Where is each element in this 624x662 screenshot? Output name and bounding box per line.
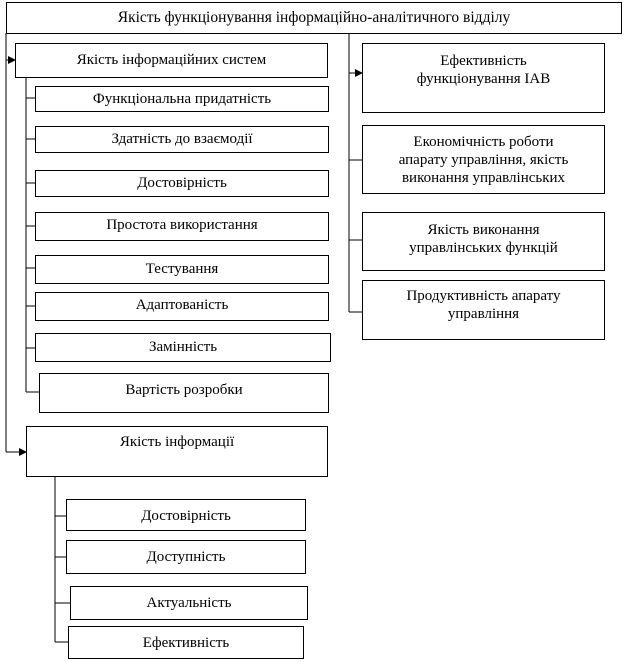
- is-item-box: [35, 86, 329, 112]
- is-item-label: Достовірність: [137, 175, 227, 191]
- is-item-box: [39, 373, 329, 413]
- is-item-box: [35, 170, 329, 197]
- right-item-line: функціонування ІАВ: [416, 71, 551, 87]
- root-title: Якість функціонування інформаційно-аналітичного відділу: [117, 9, 511, 26]
- info-item-label: Достовірність: [141, 508, 231, 524]
- info-item-box: [66, 499, 306, 531]
- is-item-box: [35, 212, 329, 241]
- right-item-line: Продуктивність апарату: [406, 288, 561, 304]
- info-item-label: Актуальність: [146, 595, 232, 611]
- right-item-line: Економічність роботи: [413, 134, 554, 150]
- right-item-line: управлінських функцій: [409, 240, 558, 256]
- is-group-box: [15, 43, 328, 78]
- is-item-box: [35, 333, 331, 362]
- is-item-label: Здатність до взаємодії: [111, 131, 253, 147]
- is-item-label: Адаптованість: [135, 297, 229, 313]
- is-item-label: Вартість розробки: [125, 382, 243, 398]
- right-item-box: [362, 280, 605, 340]
- right-item-box: [362, 212, 605, 271]
- info-item-label: Ефективність: [142, 635, 230, 651]
- is-item-box: [35, 292, 329, 321]
- info-item-box: [66, 540, 306, 574]
- info-item-label: Доступність: [146, 549, 226, 565]
- info-item-box: [68, 626, 304, 659]
- right-item-box: [362, 43, 605, 113]
- right-item-line: Ефективність: [440, 53, 527, 69]
- is-item-box: [35, 126, 329, 153]
- info-item-box: [70, 586, 308, 620]
- info-group-title: Якість інформації: [119, 434, 235, 450]
- is-item-label: Простота використання: [106, 217, 258, 233]
- is-item-label: Замінність: [148, 339, 218, 355]
- info-group-box: [26, 426, 328, 477]
- root-box: [6, 2, 622, 34]
- right-item-line: Якість виконання: [427, 222, 540, 238]
- right-item-line: апарату управління, якість: [398, 152, 569, 168]
- right-item-line: управління: [447, 306, 520, 322]
- is-item-box: [35, 255, 329, 284]
- right-item-line: виконання управлінських: [401, 170, 566, 186]
- is-item-label: Тестування: [145, 261, 219, 277]
- is-item-label: Функціональна придатність: [92, 91, 272, 107]
- right-item-box: [362, 125, 605, 194]
- is-group-title: Якість інформаційних систем: [76, 52, 267, 68]
